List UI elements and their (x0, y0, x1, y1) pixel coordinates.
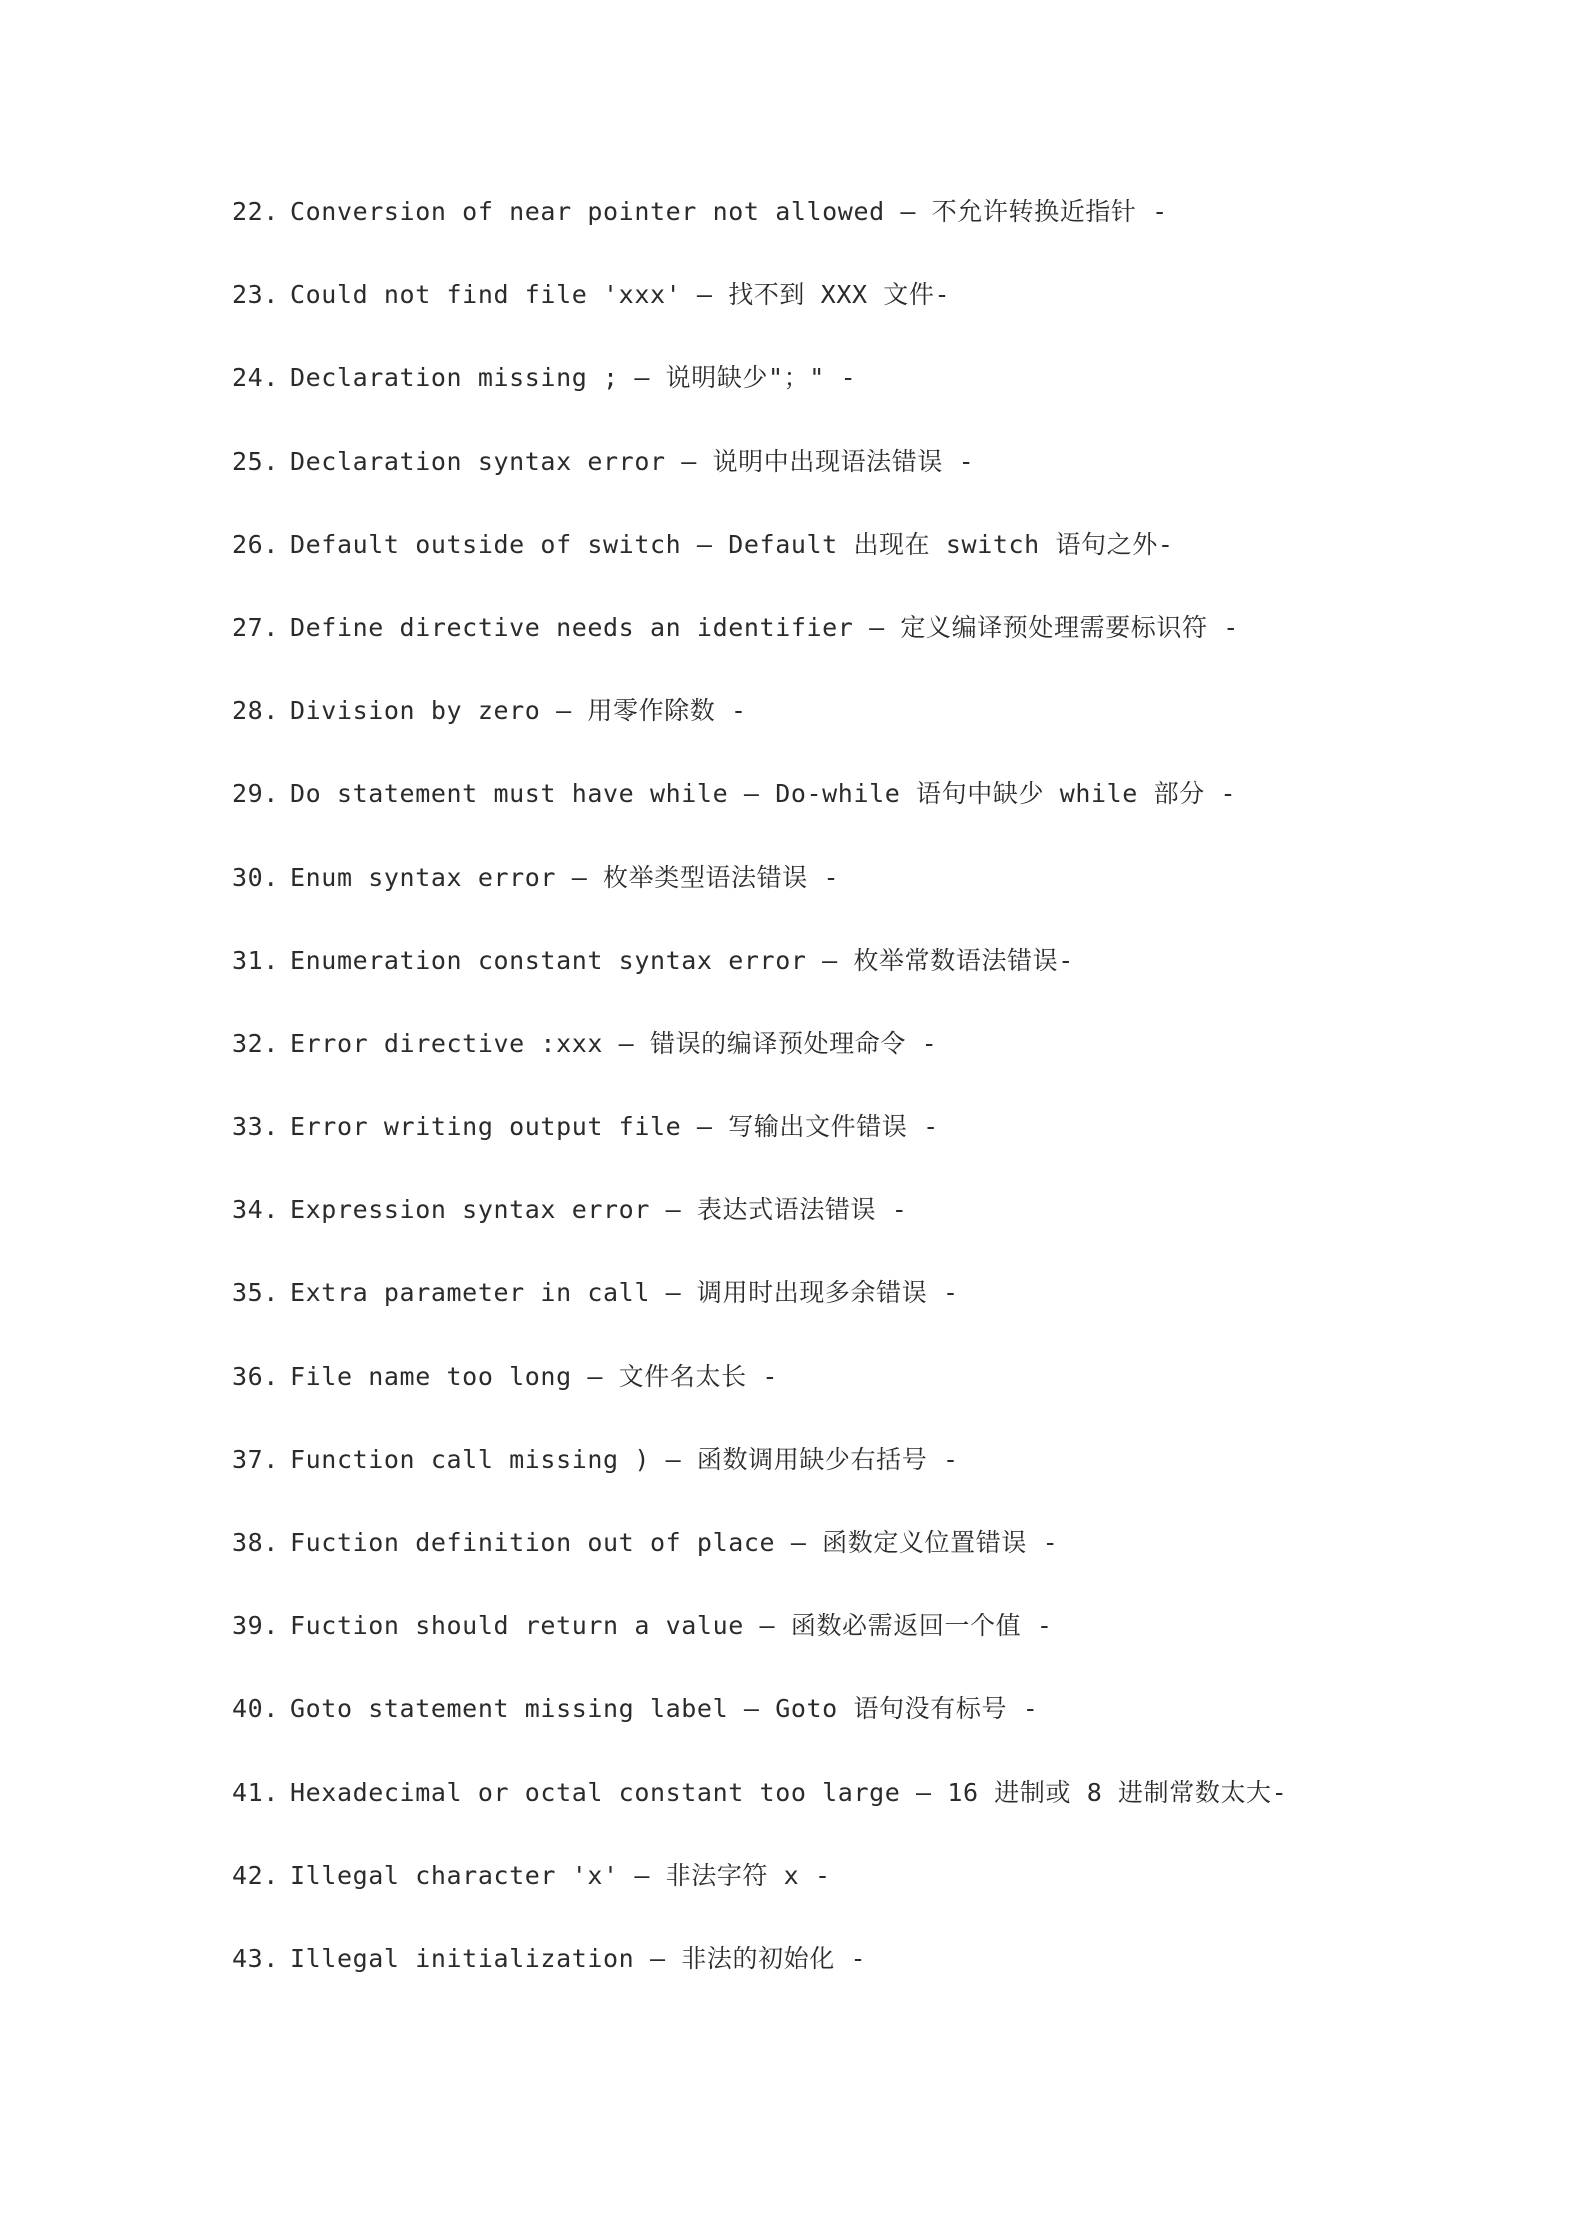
item-number: 41. (232, 1777, 279, 1807)
list-item (232, 1855, 1532, 1938)
list-item (232, 1938, 1532, 2021)
item-text: Error writing output file — 写输出文件错误 - (290, 1112, 939, 1142)
item-number: 37. (232, 1444, 279, 1474)
item-number: 22. (232, 197, 279, 226)
item-text: Do statement must have while — Do-while 语句中缺少 while 部分 - (290, 779, 1237, 809)
item-number: 26. (232, 529, 279, 559)
list-item (232, 1356, 1532, 1439)
item-text: Division by zero — 用零作除数 - (290, 696, 747, 726)
item-text: Illegal initialization — 非法的初始化 - (290, 1943, 867, 1973)
item-number: 30. (232, 862, 279, 892)
item-text: Goto statement missing label — Goto 语句没有标号 - (290, 1694, 1039, 1724)
item-number: 25. (232, 446, 279, 476)
item-number: 31. (232, 945, 279, 975)
item-number: 40. (232, 1694, 279, 1724)
item-number: 36. (232, 1361, 279, 1391)
item-text: File name too long — 文件名太长 - (290, 1361, 778, 1391)
list-item (232, 1023, 1532, 1106)
item-number: 29. (232, 779, 279, 809)
item-text: Enum syntax error — 枚举类型语法错误 - (290, 862, 840, 892)
item-text: Default outside of switch — Default 出现在 switch 语句之外- (290, 529, 1174, 559)
list-item (232, 1522, 1532, 1605)
list-item (232, 441, 1532, 524)
list-item (232, 1439, 1532, 1522)
item-text: Expression syntax error — 表达式语法错误 - (290, 1195, 908, 1225)
list-item (232, 1106, 1532, 1189)
item-number: 28. (232, 696, 279, 726)
item-number: 23. (232, 280, 279, 310)
item-number: 27. (232, 612, 279, 642)
list-item (232, 690, 1532, 773)
item-number: 42. (232, 1860, 279, 1890)
list-item (232, 1605, 1532, 1688)
item-number: 24. (232, 363, 279, 393)
item-text: Extra parameter in call — 调用时出现多余错误 - (290, 1278, 959, 1308)
item-number: 39. (232, 1611, 279, 1641)
list-item (232, 1272, 1532, 1355)
list-item (232, 1688, 1532, 1771)
item-number: 33. (232, 1112, 279, 1142)
list-item (232, 191, 1532, 274)
list-item (232, 357, 1532, 440)
item-number: 34. (232, 1195, 279, 1225)
item-number: 43. (232, 1943, 279, 1973)
item-number: 35. (232, 1278, 279, 1308)
list-item (232, 940, 1532, 1023)
item-text: Declaration syntax error — 说明中出现语法错误 - (290, 446, 975, 476)
item-text: Define directive needs an identifier — 定义编译预处理需要标识符 - (290, 612, 1239, 642)
list-item (232, 1772, 1532, 1855)
item-text: Fuction should return a value — 函数必需返回一个值 - (290, 1611, 1053, 1641)
item-number: 32. (232, 1028, 279, 1058)
item-text: Function call missing ) — 函数调用缺少右括号 - (290, 1444, 959, 1474)
item-text: Hexadecimal or octal constant too large — 16 进制或 8 进制常数太大- (290, 1777, 1288, 1807)
item-text: Enumeration constant syntax error — 枚举常数语法错误- (290, 945, 1074, 975)
item-text: Conversion of near pointer not allowed — 不允许转换近指针 - (290, 197, 1168, 226)
item-text: Illegal character 'x' — 非法字符 x - (290, 1860, 831, 1890)
item-text: Fuction definition out of place — 函数定义位置错误 - (290, 1528, 1059, 1557)
list-item (232, 857, 1532, 940)
item-number: 38. (232, 1528, 279, 1557)
list-item (232, 274, 1532, 357)
list-item (232, 524, 1532, 607)
list-item (232, 1189, 1532, 1272)
list-item (232, 607, 1532, 690)
item-text: Declaration missing ; — 说明缺少"；" - (290, 363, 857, 393)
list-item (232, 773, 1532, 856)
item-text: Could not find file 'xxx' — 找不到 XXX 文件- (290, 280, 951, 310)
item-text: Error directive :xxx — 错误的编译预处理命令 - (290, 1028, 938, 1058)
error-message-list (232, 191, 1532, 2021)
